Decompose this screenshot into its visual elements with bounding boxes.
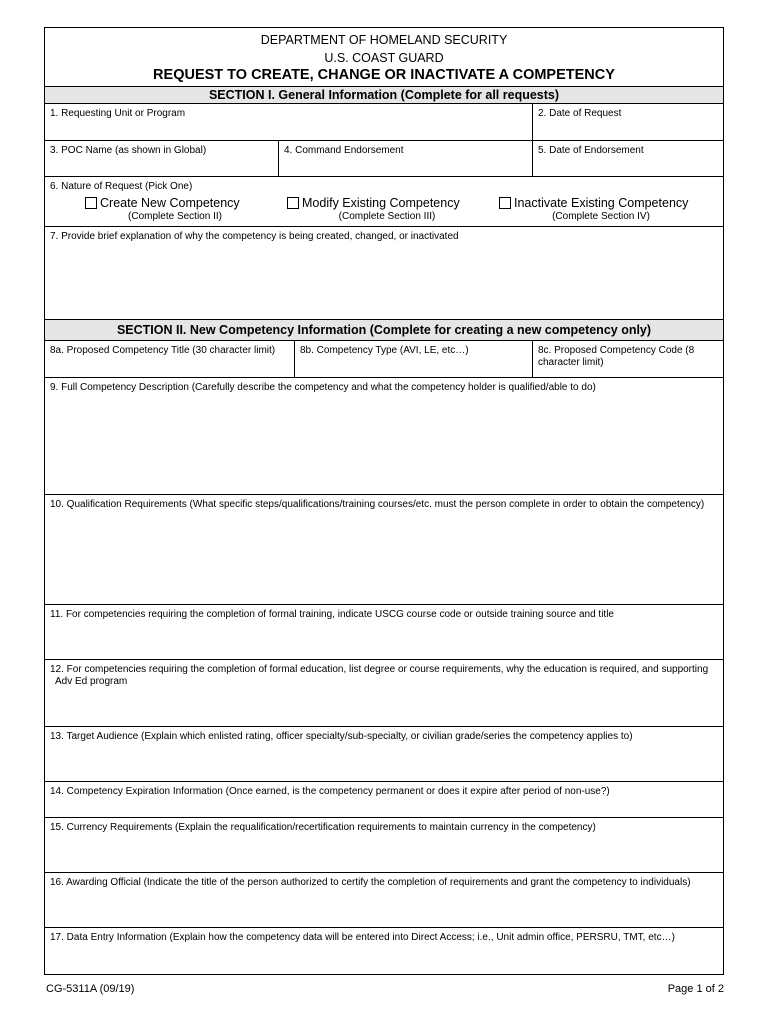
create-sub-label: (Complete Section II) bbox=[128, 211, 222, 222]
agency-name: DEPARTMENT OF HOMELAND SECURITY bbox=[260, 33, 508, 47]
nature-of-request-label: 6. Nature of Request (Pick One) bbox=[50, 181, 193, 192]
awarding-official-field[interactable] bbox=[45, 872, 723, 927]
qualification-requirements-field[interactable] bbox=[45, 494, 723, 604]
competency-description-label: 9. Full Competency Description (Carefully describe the competency and what the competency holder is qualified/able to do) bbox=[50, 382, 596, 393]
command-endorsement-label: 4. Command Endorsement bbox=[284, 145, 404, 156]
inactivate-sub-label: (Complete Section IV) bbox=[552, 211, 650, 222]
competency-code-label: 8c. Proposed Competency Code (8 character limit) bbox=[538, 345, 695, 368]
expiration-info-field[interactable] bbox=[45, 781, 723, 817]
form-number: CG-5311A (09/19) bbox=[46, 983, 135, 995]
date-of-endorsement-label: 5. Date of Endorsement bbox=[538, 145, 644, 156]
inactivate-checkbox[interactable] bbox=[499, 197, 511, 209]
component-name: U.S. COAST GUARD bbox=[324, 51, 444, 65]
awarding-official-label: 16. Awarding Official (Indicate the title of the person authorized to certify the completion of requirements and grant the competency to individuals) bbox=[50, 877, 691, 888]
option-modify[interactable] bbox=[287, 196, 460, 210]
competency-description-field[interactable] bbox=[45, 377, 723, 494]
section-1-heading: SECTION I. General Information (Complete for all requests) bbox=[45, 86, 723, 103]
option-inactivate[interactable] bbox=[499, 196, 688, 210]
formal-training-label: 11. For competencies requiring the completion of formal training, indicate USCG course code or outside training source and title bbox=[50, 609, 614, 620]
competency-title-field[interactable] bbox=[45, 341, 294, 377]
explanation-field[interactable] bbox=[45, 226, 723, 319]
formal-education-label-line1: 12. For competencies requiring the completion of formal education, list degree or course requirements, why the education is required, and supporting bbox=[50, 664, 709, 675]
data-entry-label: 17. Data Entry Information (Explain how the competency data will be entered into Direct Access; i.e., Unit admin office, PERSRU, TMT, etc…) bbox=[50, 932, 675, 943]
expiration-info-label: 14. Competency Expiration Information (Once earned, is the competency permanent or does it expire after period of non-use?) bbox=[50, 786, 610, 797]
explanation-label: 7. Provide brief explanation of why the competency is being created, changed, or inactivated bbox=[50, 231, 459, 242]
row-nature-of-request bbox=[45, 176, 723, 226]
command-endorsement-field[interactable] bbox=[278, 141, 532, 176]
section-2-heading: SECTION II. New Competency Information (Complete for creating a new competency only) bbox=[45, 319, 723, 340]
poc-name-label: 3. POC Name (as shown in Global) bbox=[50, 145, 207, 156]
formal-education-label-line2: Adv Ed program bbox=[55, 676, 128, 687]
create-label: Create New Competency bbox=[100, 196, 240, 210]
competency-type-field[interactable] bbox=[294, 341, 532, 377]
currency-requirements-field[interactable] bbox=[45, 817, 723, 872]
formal-education-field[interactable] bbox=[45, 659, 723, 726]
modify-label: Modify Existing Competency bbox=[302, 196, 460, 210]
competency-type-label: 8b. Competency Type (AVI, LE, etc…) bbox=[300, 345, 469, 356]
qualification-requirements-label: 10. Qualification Requirements (What specific steps/qualifications/training courses/etc. must the person complete in order to obtain the competency) bbox=[50, 499, 705, 510]
requesting-unit-label: 1. Requesting Unit or Program bbox=[50, 108, 186, 119]
competency-code-field[interactable] bbox=[532, 341, 723, 377]
page-number: Page 1 of 2 bbox=[667, 983, 724, 995]
option-create[interactable] bbox=[85, 196, 240, 210]
date-of-endorsement-field[interactable] bbox=[532, 141, 723, 176]
form-header bbox=[45, 28, 723, 86]
poc-name-field[interactable] bbox=[45, 141, 278, 176]
target-audience-label: 13. Target Audience (Explain which enlisted rating, officer specialty/sub-specialty, or civilian grade/series the competency applies to) bbox=[50, 731, 633, 742]
date-of-request-field[interactable] bbox=[532, 104, 723, 140]
formal-education-label bbox=[50, 664, 718, 688]
modify-checkbox[interactable] bbox=[287, 197, 299, 209]
currency-requirements-label: 15. Currency Requirements (Explain the requalification/recertification requirements to maintain currency in the competency) bbox=[50, 822, 596, 833]
row-competency-info bbox=[45, 340, 723, 377]
row-unit-date bbox=[45, 103, 723, 140]
modify-sub-label: (Complete Section III) bbox=[338, 211, 436, 222]
date-of-request-label: 2. Date of Request bbox=[538, 108, 622, 119]
inactivate-label: Inactivate Existing Competency bbox=[514, 196, 689, 210]
formal-training-field[interactable] bbox=[45, 604, 723, 659]
form-title: REQUEST TO CREATE, CHANGE OR INACTIVATE A COMPETENCY bbox=[153, 67, 615, 83]
row-poc-endorsement bbox=[45, 140, 723, 176]
data-entry-field[interactable] bbox=[45, 927, 723, 975]
create-checkbox[interactable] bbox=[85, 197, 97, 209]
target-audience-field[interactable] bbox=[45, 726, 723, 781]
competency-request-form bbox=[44, 27, 724, 975]
requesting-unit-field[interactable] bbox=[45, 104, 532, 140]
competency-title-label: 8a. Proposed Competency Title (30 character limit) bbox=[50, 345, 276, 356]
